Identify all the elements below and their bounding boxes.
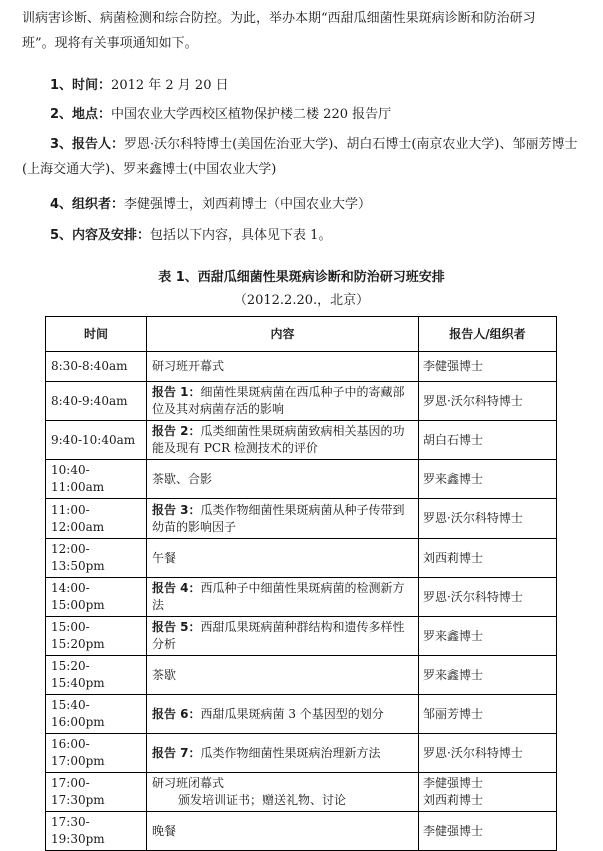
- row-person: [419, 773, 557, 812]
- row-person-name: 罗恩·沃尔科特博士: [423, 589, 523, 604]
- row-time: 15:40-16:00pm: [46, 695, 147, 734]
- table-caption: 表 1、西甜瓜细菌性果斑病诊断和防治研习班安排: [158, 270, 445, 285]
- row-content: [147, 539, 419, 578]
- row-person-name: 李健强博士: [423, 776, 484, 790]
- row-content: [147, 695, 419, 734]
- row-content: [147, 656, 419, 695]
- table-row: [46, 352, 557, 382]
- row-time: 15:00-15:20pm: [46, 617, 147, 656]
- row-person: [419, 352, 557, 382]
- row-person: [419, 656, 557, 695]
- row-content-text: 西瓜种子中细菌性果斑病菌的检测新方法: [152, 581, 405, 612]
- row-person: [419, 617, 557, 656]
- item-organizers-label: 4、组织者：: [50, 197, 125, 212]
- row-person-name: 罗来鑫博士: [423, 471, 484, 486]
- row-time: 16:00-17:00pm: [46, 734, 147, 773]
- row-content-subline: 颁发培训证书；赠送礼物、讨论: [178, 793, 347, 807]
- item-location-label: 2、地点：: [50, 107, 112, 122]
- row-content-text: 研习班开幕式: [152, 359, 225, 373]
- row-content: [147, 460, 419, 499]
- row-time: 15:20-15:40pm: [46, 656, 147, 695]
- table-row: [46, 617, 557, 656]
- row-content: [147, 734, 419, 773]
- row-report-label: 报告 5：: [152, 620, 201, 634]
- table-row: [46, 812, 557, 851]
- item-content-label: 5、内容及安排：: [50, 228, 151, 243]
- row-time: 17:00-17:30pm: [46, 773, 147, 812]
- row-time: 10:40-11:00am: [46, 460, 147, 499]
- table-subcaption: （2012.2.20.，北京）: [233, 293, 370, 308]
- row-person-name: 罗来鑫博士: [423, 667, 484, 682]
- table-row: [46, 421, 557, 460]
- table-row: [46, 773, 557, 812]
- intro-paragraph: [22, 6, 582, 56]
- row-person-name-2: 刘西莉博士: [423, 793, 484, 807]
- row-report-label: 报告 6：: [152, 706, 201, 721]
- header-person: 报告人/组织者: [419, 317, 557, 352]
- row-person: [419, 421, 557, 460]
- row-time: 17:30-19:30pm: [46, 812, 147, 851]
- table-row: [46, 578, 557, 617]
- table-row: [46, 734, 557, 773]
- row-time: 12:00-13:50pm: [46, 539, 147, 578]
- row-content-text: 西甜瓜果斑病菌 3 个基因型的划分: [200, 706, 384, 721]
- row-content-text: 茶歇、合影: [152, 471, 213, 486]
- table-row: [46, 539, 557, 578]
- item-time: [50, 73, 585, 98]
- row-content: [147, 578, 419, 617]
- schedule-table: [45, 316, 557, 851]
- row-content: [147, 773, 419, 812]
- row-person-name: 罗恩·沃尔科特博士: [423, 511, 523, 525]
- row-content: [147, 421, 419, 460]
- row-person-name: 邹丽芳博士: [423, 706, 484, 721]
- row-content-text: 瓜类作物细菌性果斑病菌从种子传带到幼苗的影响因子: [152, 502, 405, 534]
- row-content-text: 瓜类细菌性果斑病菌致病相关基因的功能及现有 PCR 检测技术的评价: [152, 424, 405, 455]
- item-location-text: 中国农业大学西校区植物保护楼二楼 220 报告厅: [111, 107, 392, 122]
- row-content-text: 午餐: [152, 550, 177, 565]
- row-person-name: 罗恩·沃尔科特博士: [423, 393, 523, 408]
- row-time: 9:40-10:40am: [46, 421, 147, 460]
- row-person: [419, 382, 557, 421]
- row-report-label: 报告 4：: [152, 581, 201, 595]
- intro-line-1: 训病害诊断、病菌检测和综合防控。为此，举办本期“西甜瓜细菌性果斑病诊断和防治研习: [22, 11, 536, 26]
- row-report-label: 报告 3：: [152, 502, 201, 517]
- row-content: [147, 812, 419, 851]
- row-report-label: 报告 2：: [152, 424, 201, 438]
- row-person-name: 李健强博士: [423, 359, 484, 373]
- row-content: [147, 382, 419, 421]
- table-row: [46, 499, 557, 539]
- row-report-label: 报告 1：: [152, 385, 201, 399]
- row-content: [147, 352, 419, 382]
- row-person-name: 胡白石博士: [423, 432, 484, 447]
- row-content: [147, 617, 419, 656]
- item-content: [50, 223, 585, 248]
- row-person-name: 罗恩·沃尔科特博士: [423, 745, 523, 760]
- table-row: [46, 695, 557, 734]
- item-speakers-label: 3、报告人：: [50, 137, 125, 152]
- row-content-text: 细菌性果斑病菌在西瓜种子中的寄藏部位及其对病菌存活的影响: [152, 385, 405, 416]
- item-organizers-text: 李健强博士，刘西莉博士（中国农业大学）: [124, 197, 372, 212]
- item-location: [50, 102, 585, 127]
- header-content: 内容: [147, 317, 419, 352]
- item-speakers: [22, 132, 587, 182]
- row-content-text: 茶歇: [152, 667, 177, 682]
- row-content-text: 研习班闭幕式: [152, 776, 225, 790]
- item-content-text: 包括以下内容，具体见下表 1。: [150, 228, 332, 243]
- row-content: [147, 499, 419, 539]
- row-content-text: 瓜类作物细菌性果斑病治理新方法: [200, 745, 381, 760]
- table-header-row: [46, 317, 557, 352]
- row-person: [419, 695, 557, 734]
- row-person: [419, 539, 557, 578]
- row-content-text: 西甜瓜果斑病菌种群结构和遗传多样性分析: [152, 620, 405, 651]
- row-person: [419, 460, 557, 499]
- row-report-label: 报告 7：: [152, 745, 201, 760]
- table-row: [46, 460, 557, 499]
- row-person: [419, 499, 557, 539]
- table-row: [46, 382, 557, 421]
- item-speakers-text: 罗恩·沃尔科特博士(美国佐治亚大学)、胡白石博士(南京农业大学)、邹丽芳博士(上海交通大学)、罗来鑫博士(中国农业大学): [22, 137, 578, 177]
- row-person-name: 李健强博士: [423, 823, 484, 838]
- table-row: [46, 656, 557, 695]
- row-time: 8:30-8:40am: [46, 352, 147, 382]
- row-person-name: 刘西莉博士: [423, 550, 484, 565]
- row-person-name: 罗来鑫博士: [423, 628, 484, 643]
- row-time: 14:00-15:00pm: [46, 578, 147, 617]
- intro-line-2: 班”。现将有关事项通知如下。: [22, 36, 198, 51]
- row-time: 8:40-9:40am: [46, 382, 147, 421]
- item-time-text: 2012 年 2 月 20 日: [111, 78, 229, 93]
- item-organizers: [50, 192, 585, 217]
- row-person: [419, 812, 557, 851]
- row-content-text: 晚餐: [152, 823, 177, 838]
- schedule-body: [46, 352, 557, 851]
- row-person: [419, 578, 557, 617]
- header-time: 时间: [46, 317, 147, 352]
- item-time-label: 1、时间：: [50, 78, 112, 93]
- row-time: 11:00-12:00am: [46, 499, 147, 539]
- row-person: [419, 734, 557, 773]
